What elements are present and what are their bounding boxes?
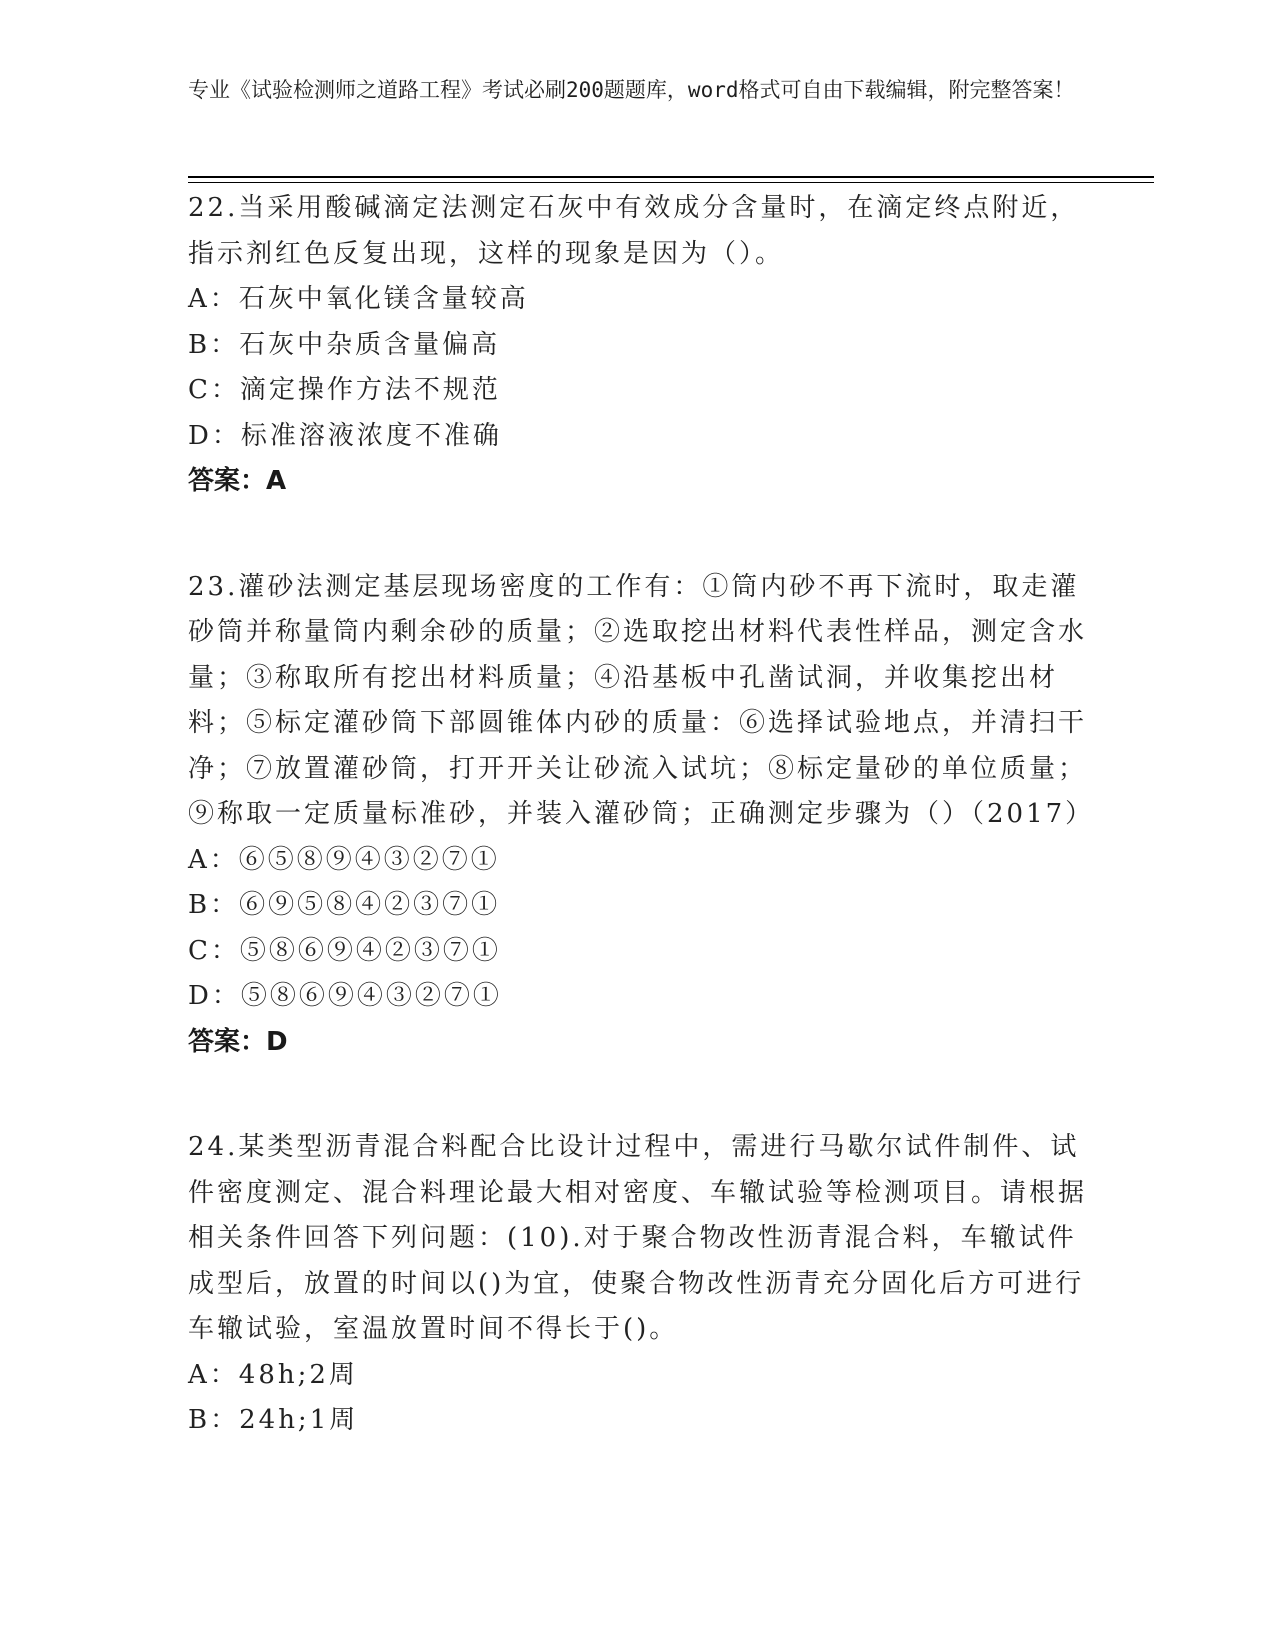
option-c: C：滴定操作方法不规范 xyxy=(188,375,501,405)
header-divider-thick xyxy=(188,176,1154,178)
option-d: D：⑤⑧⑥⑨④③②⑦① xyxy=(188,981,502,1011)
question-list xyxy=(188,186,1095,1444)
option-b: B：石灰中杂质含量偏高 xyxy=(188,329,501,360)
answer: 答案：A xyxy=(188,466,287,496)
question-stem: 23.灌砂法测定基层现场密度的工作有：①筒内砂不再下流时，取走灌砂筒并称量筒内剩余砂的质量；②选取挖出材料代表性样品，测定含水量；③称取所有挖出材料质量；④沿基板中孔凿试洞，并收集挖出材料；⑤标定灌砂筒下部圆锥体内砂的质量：⑥选择试验地点，并清扫干净；⑦放置灌砂筒，打开开关让砂流入试坑；⑧标定量砂的单位质量；⑨称取一定质量标准砂，并装入灌砂筒；正确测定步骤为（）（2017） xyxy=(188,571,1095,829)
option-b: B：⑥⑨⑤⑧④②③⑦① xyxy=(188,890,501,920)
question-23 xyxy=(188,565,1095,1066)
option-d: D：标准溶液浓度不准确 xyxy=(188,420,502,451)
option-a: A：⑥⑤⑧⑨④③②⑦① xyxy=(188,844,500,875)
question-stem: 22.当采用酸碱滴定法测定石灰中有效成分含量时，在滴定终点附近，指示剂红色反复出现，这样的现象是因为（）。 xyxy=(188,193,1080,269)
question-22 xyxy=(188,186,1088,505)
answer: 答案：D xyxy=(188,1026,288,1057)
document-header: 专业《试验检测师之道路工程》考试必刷200题题库，word格式可自由下载编辑，附完整答案！ xyxy=(188,78,1075,102)
question-24 xyxy=(188,1125,1088,1444)
option-a: A：石灰中氧化镁含量较高 xyxy=(188,284,529,314)
option-a: A：48h;2周 xyxy=(188,1359,358,1390)
option-c: C：⑤⑧⑥⑨④②③⑦① xyxy=(188,935,501,966)
header-divider-thin xyxy=(188,182,1154,183)
question-stem: 24.某类型沥青混合料配合比设计过程中，需进行马歇尔试件制件、试件密度测定、混合料理论最大相对密度、车辙试验等检测项目。请根据相关条件回答下列问题：(10).对于聚合物改性沥青混合料，车辙试件成型后，放置的时间以()为宜，使聚合物改性沥青充分固化后方可进行车辙试验，室温放置时间不得长于()。 xyxy=(188,1132,1088,1344)
option-b: B：24h;1周 xyxy=(188,1405,359,1435)
